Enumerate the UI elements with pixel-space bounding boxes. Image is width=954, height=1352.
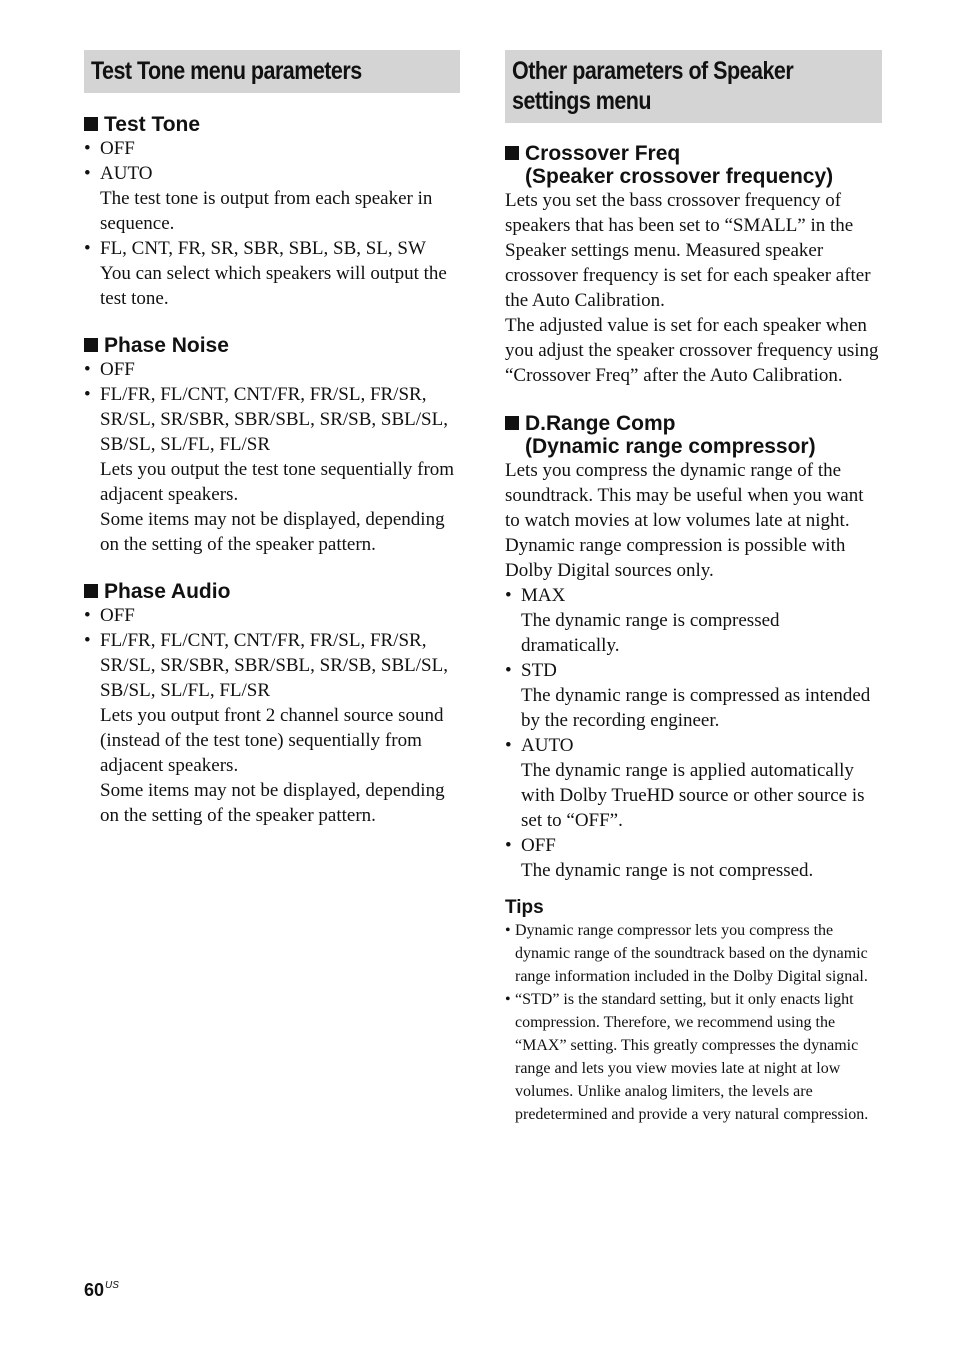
- left-column: [84, 50, 460, 828]
- subhead-phase-noise: Phase Noise: [84, 334, 460, 357]
- list-item: • OFF: [84, 136, 460, 161]
- tips-list: [505, 919, 882, 1126]
- list-item: • AUTO The test tone is output from each speaker in sequence.: [84, 161, 460, 236]
- crossover-body: Lets you set the bass crossover frequency of speakers that has been set to “SMALL” in the Speaker settings menu. Measured speaker crossover frequency is set for each speaker after the Auto Calibration. The adjusted value is set for each speaker when you adjust the speaker crossover frequency using “Crossover Freq” after the Auto Calibration.: [505, 190, 879, 386]
- tips-heading: Tips: [505, 897, 544, 918]
- subhead-phase-audio: Phase Audio: [84, 580, 460, 603]
- right-column: [505, 50, 882, 1126]
- list-item: • OFF: [84, 357, 460, 382]
- subhead-crossover-freq: Crossover Freq (Speaker crossover frequency): [505, 142, 882, 188]
- black-square-icon: [84, 334, 104, 357]
- region-code: US: [105, 1280, 119, 1291]
- list-item: • OFF: [84, 603, 460, 628]
- list-item: • OFF The dynamic range is not compressed.: [505, 833, 882, 883]
- subhead-test-tone: Test Tone: [84, 113, 460, 136]
- black-square-icon: [84, 580, 104, 603]
- drange-body: Lets you compress the dynamic range of the soundtrack. This may be useful when you want to watch movies at low volumes late at night. Dynamic range compression is possible with Dolby Digital sources only. • MAX The dynamic range is compressed dramatically. • STD The dynamic range is compressed as intended by the recording engineer. • AUTO The dynamic range is applied automatically with Dolby TrueHD source or other source is set to “OFF”. • OFF The dynamic range is not compressed.: [505, 458, 882, 883]
- list-item: • AUTO The dynamic range is applied automatically with Dolby TrueHD source or other source is set to “OFF”.: [505, 733, 882, 833]
- list-item: • STD The dynamic range is compressed as intended by the recording engineer.: [505, 658, 882, 733]
- tip-item: • Dynamic range compressor lets you compress the dynamic range of the soundtrack based on the dynamic range information included in the Dolby Digital signal.: [505, 919, 882, 988]
- subhead-drange-comp: D.Range Comp (Dynamic range compressor): [505, 412, 882, 458]
- list-item: • FL/FR, FL/CNT, CNT/FR, FR/SL, FR/SR, SR/SL, SR/SBR, SBR/SBL, SR/SB, SBL/SL, SB/SL, SL/FL, FL/SR Lets you output the test tone sequentially from adjacent speakers. Some items may not be displayed, depending on the setting of the speaker pattern.: [84, 382, 460, 557]
- list-item: • MAX The dynamic range is compressed dramatically.: [505, 583, 882, 658]
- black-square-icon: [505, 142, 525, 188]
- section-banner-test-tone-params: Test Tone menu parameters: [84, 50, 460, 93]
- phase-noise-list: [84, 357, 460, 557]
- test-tone-list: [84, 136, 460, 311]
- black-square-icon: [84, 113, 104, 136]
- tip-item: • “STD” is the standard setting, but it only enacts light compression. Therefore, we recommend using the “MAX” setting. This greatly compresses the dynamic range and lets you view movies late at night at low volumes. Unlike analog limiters, the levels are predetermined and provide a very natural compression.: [505, 988, 882, 1126]
- section-banner-other-params: Other parameters of Speaker settings menu: [505, 50, 882, 123]
- phase-audio-list: [84, 603, 460, 828]
- black-square-icon: [505, 412, 525, 458]
- list-item: • FL/FR, FL/CNT, CNT/FR, FR/SL, FR/SR, SR/SL, SR/SBR, SBR/SBL, SR/SB, SBL/SL, SB/SL, SL/FL, FL/SR Lets you output front 2 channel source sound (instead of the test tone) sequentially from adjacent speakers. Some items may not be displayed, depending on the setting of the speaker pattern.: [84, 628, 460, 828]
- list-item: • FL, CNT, FR, SR, SBR, SBL, SB, SL, SW You can select which speakers will output the test tone.: [84, 236, 460, 311]
- drange-list: [505, 583, 882, 883]
- page-number: $60^{US}$: [84, 1280, 119, 1300]
